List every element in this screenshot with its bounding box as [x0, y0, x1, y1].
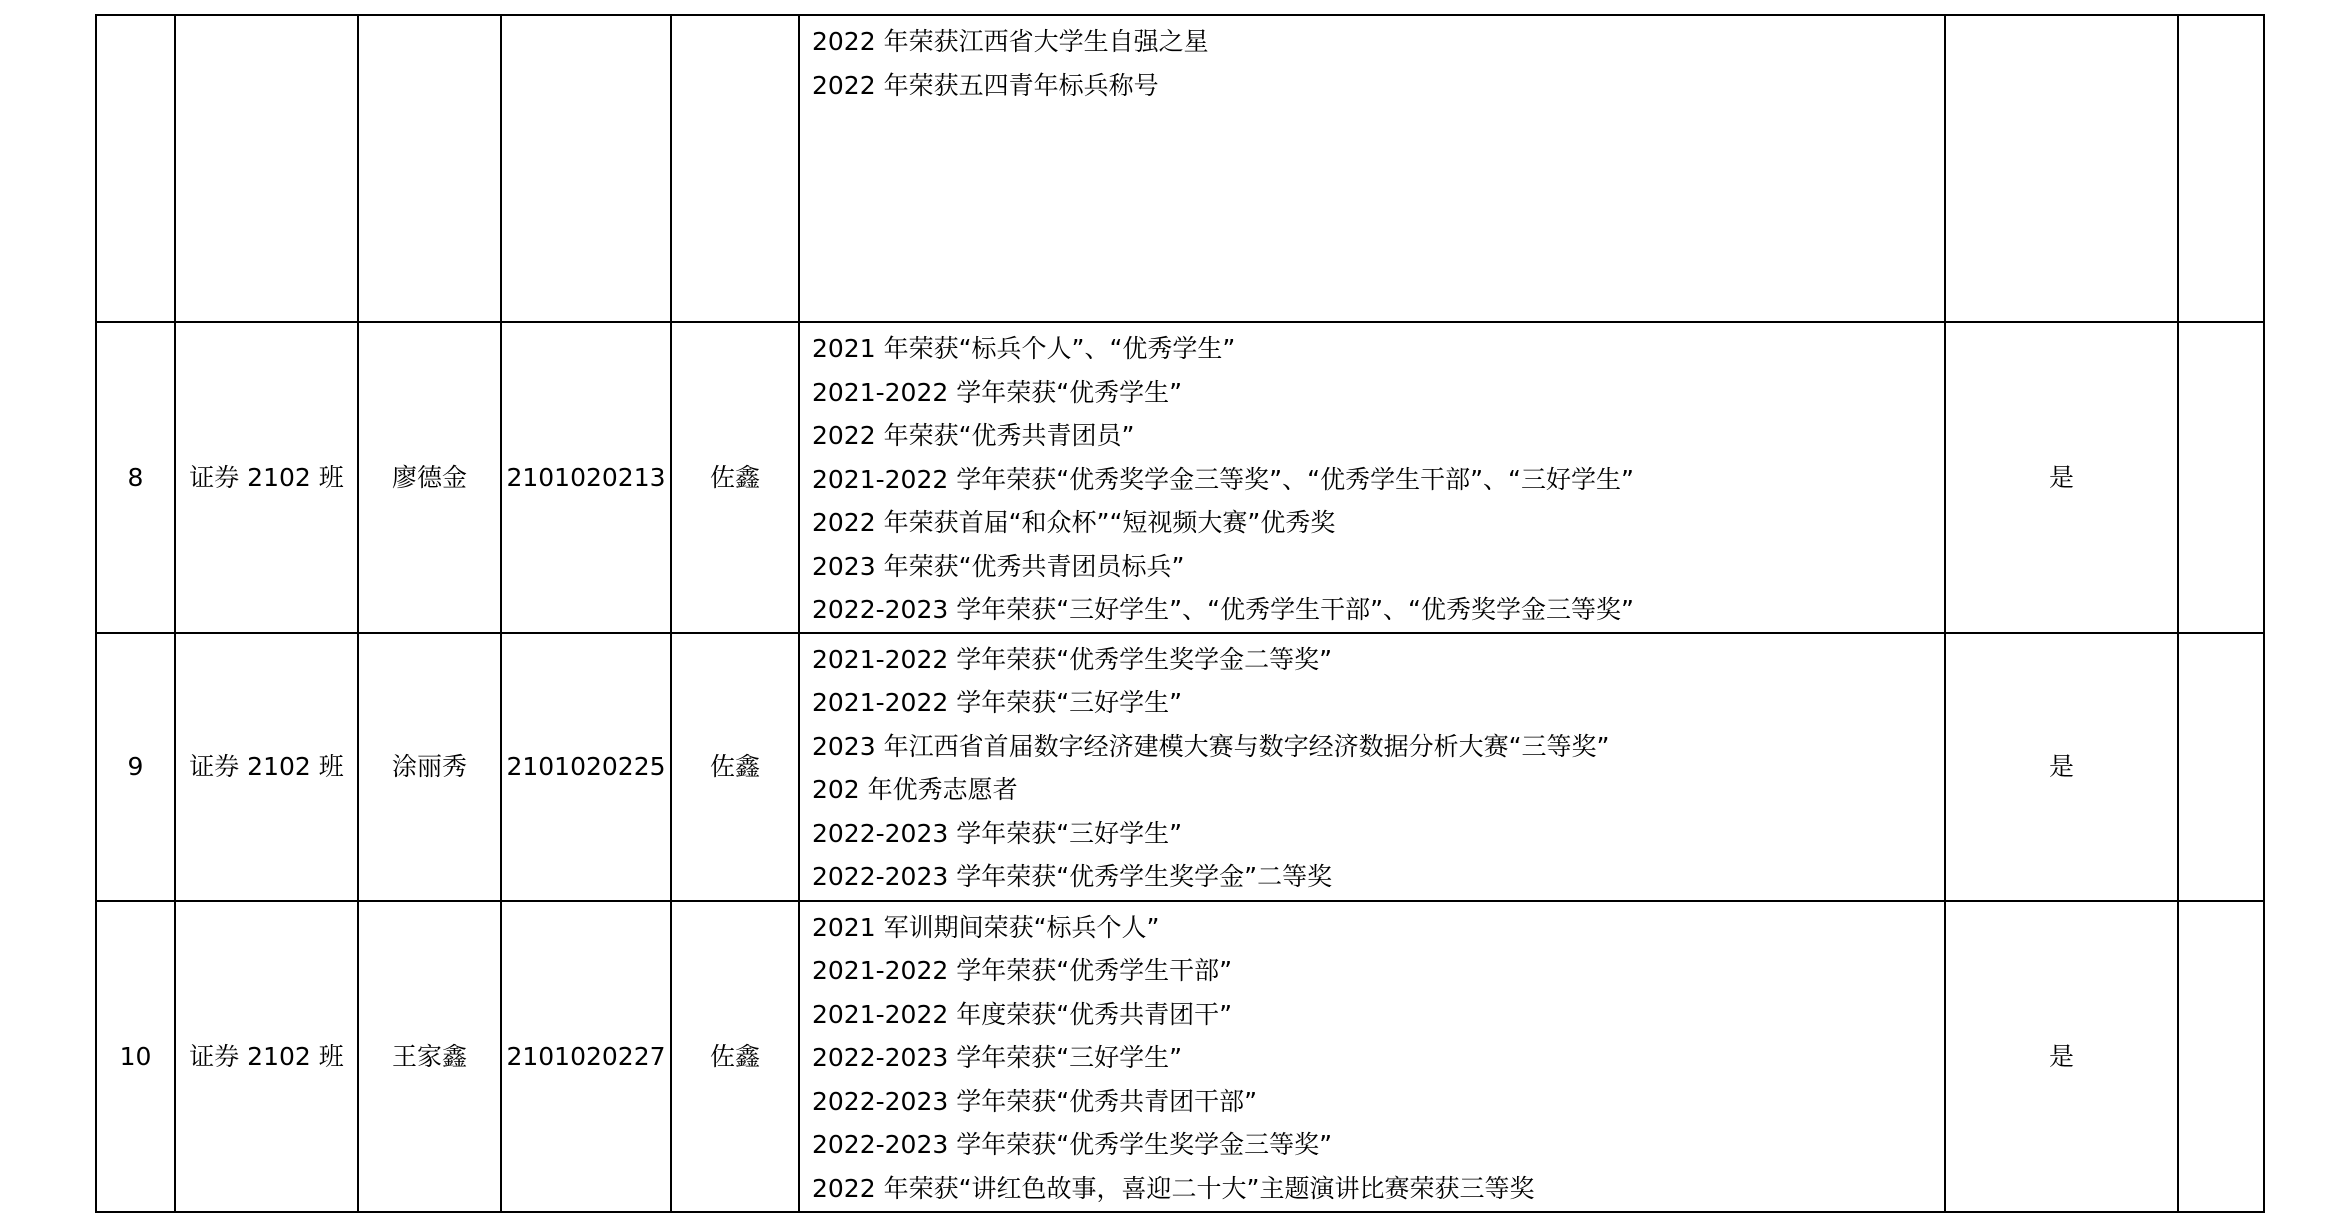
recommended-cell: 是 — [1945, 633, 2178, 901]
note-cell — [2178, 322, 2264, 633]
awards-table — [95, 14, 2265, 1213]
class-cell: 证券 2102 班 — [175, 901, 358, 1212]
award-line: 2022 年荣获“优秀共青团员” — [812, 421, 1135, 450]
index-cell — [96, 15, 175, 322]
class-cell: 证券 2102 班 — [175, 322, 358, 633]
award-line: 2021-2022 学年荣获“优秀学生干部” — [812, 956, 1233, 985]
award-line: 2022-2023 学年荣获“优秀学生奖学金三等奖” — [812, 1130, 1333, 1159]
table-body — [96, 15, 2264, 1212]
award-line: 202 年优秀志愿者 — [812, 775, 1018, 804]
teacher-cell — [671, 15, 799, 322]
teacher-cell: 佐鑫 — [671, 901, 799, 1212]
award-line: 2022-2023 学年荣获“三好学生”、“优秀学生干部”、“优秀奖学金三等奖” — [812, 595, 1634, 624]
award-line: 2021-2022 学年荣获“优秀奖学金三等奖”、“优秀学生干部”、“三好学生” — [812, 464, 1634, 494]
class-cell: 证券 2102 班 — [175, 633, 358, 901]
name-cell — [358, 15, 501, 322]
note-cell — [2178, 15, 2264, 322]
name-cell: 廖德金 — [358, 322, 501, 633]
teacher-cell: 佐鑫 — [671, 322, 799, 633]
student-id-cell: 2101020213 — [501, 322, 671, 633]
award-line: 2021-2022 学年荣获“三好学生” — [812, 688, 1183, 717]
note-cell — [2178, 633, 2264, 901]
award-line: 2023 年荣获“优秀共青团员标兵” — [812, 551, 1185, 581]
awards-cell — [799, 633, 1945, 901]
index-cell: 10 — [96, 901, 175, 1212]
index-cell: 8 — [96, 322, 175, 633]
awards-cell — [799, 322, 1945, 633]
award-line: 2022 年荣获“讲红色故事，喜迎二十大”主题演讲比赛荣获三等奖 — [812, 1173, 1535, 1203]
teacher-cell: 佐鑫 — [671, 633, 799, 901]
note-cell — [2178, 901, 2264, 1212]
award-line: 2023 年江西省首届数字经济建模大赛与数字经济数据分析大赛“三等奖” — [812, 731, 1610, 761]
award-line: 2021 年荣获“标兵个人”、“优秀学生” — [812, 334, 1236, 363]
awards-cell — [799, 15, 1945, 322]
index-cell: 9 — [96, 633, 175, 901]
class-cell — [175, 15, 358, 322]
award-line: 2021-2022 学年荣获“优秀学生” — [812, 377, 1183, 407]
award-line: 2021-2022 学年荣获“优秀学生奖学金二等奖” — [812, 644, 1333, 674]
table-row — [96, 633, 2264, 901]
award-line: 2022 年荣获五四青年标兵称号 — [812, 70, 1159, 100]
recommended-cell — [1945, 15, 2178, 322]
student-id-cell: 2101020225 — [501, 633, 671, 901]
student-id-cell — [501, 15, 671, 322]
table-row — [96, 15, 2264, 322]
award-line: 2022-2023 学年荣获“三好学生” — [812, 1043, 1183, 1072]
award-line: 2022 年荣获江西省大学生自强之星 — [812, 27, 1209, 56]
recommended-cell: 是 — [1945, 322, 2178, 633]
table-row — [96, 901, 2264, 1212]
table-row — [96, 322, 2264, 633]
awards-cell — [799, 901, 1945, 1212]
award-line: 2022-2023 学年荣获“三好学生” — [812, 818, 1183, 848]
name-cell: 涂丽秀 — [358, 633, 501, 901]
award-line: 2022-2023 学年荣获“优秀学生奖学金”二等奖 — [812, 862, 1333, 891]
recommended-cell: 是 — [1945, 901, 2178, 1212]
award-line: 2021-2022 年度荣获“优秀共青团干” — [812, 999, 1233, 1029]
award-line: 2022 年荣获首届“和众杯”“短视频大赛”优秀奖 — [812, 508, 1336, 537]
award-line: 2022-2023 学年荣获“优秀共青团干部” — [812, 1086, 1258, 1116]
name-cell: 王家鑫 — [358, 901, 501, 1212]
student-id-cell: 2101020227 — [501, 901, 671, 1212]
award-line: 2021 军训期间荣获“标兵个人” — [812, 912, 1160, 942]
